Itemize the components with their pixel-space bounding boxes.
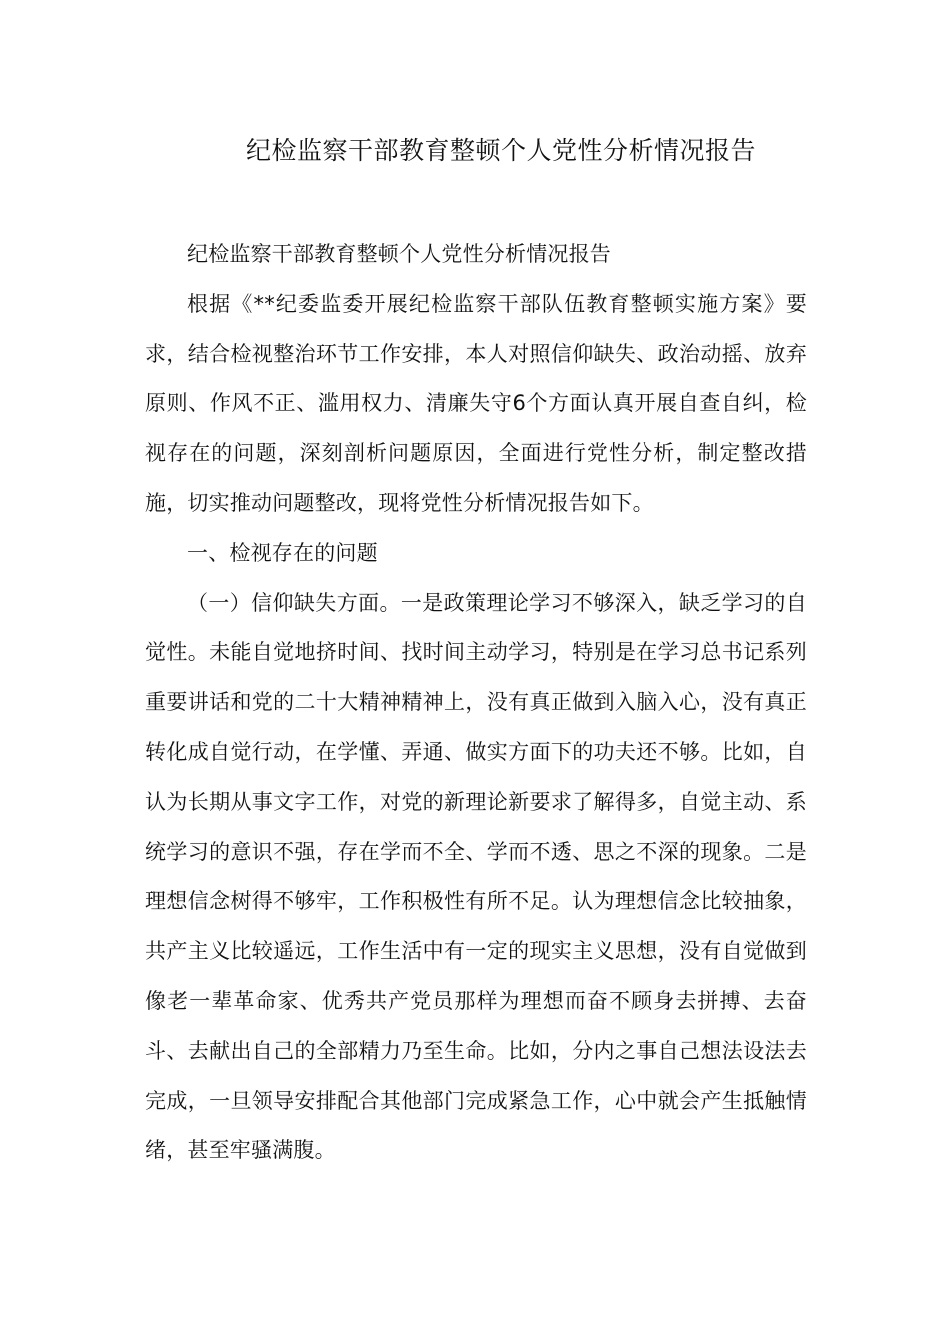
section-heading: 一、检视存在的问题	[187, 540, 378, 565]
document-body	[145, 230, 807, 1176]
subtitle-paragraph: 纪检监察干部教育整顿个人党性分析情况报告	[187, 242, 611, 266]
intro-paragraph: 根据《**纪委监委开展纪检监察干部队伍教育整顿实施方案》要求，结合检视整治环节工作安排，本人对照信仰缺失、政治动摇、放弃原则、作风不正、滥用权力、清廉失守6个方面认真开展自查自纠，检视存在的问题，深刻剖析问题原因，全面进行党性分析，制定整改措施，切实推动问题整改，现将党性分析情况报告如下。	[145, 291, 807, 515]
body-paragraph: （一）信仰缺失方面。一是政策理论学习不够深入，缺乏学习的自觉性。未能自觉地挤时间、找时间主动学习，特别是在学习总书记系列重要讲话和党的二十大精神精神上，没有真正做到入脑入心，没有真正转化成自觉行动，在学懂、弄通、做实方面下的功夫还不够。比如，自认为长期从事文字工作，对党的新理论新要求了解得多，自觉主动、系统学习的意识不强，存在学而不全、学而不透、思之不深的现象。二是理想信念树得不够牢，工作积极性有所不足。认为理想信念比较抽象，共产主义比较遥远，工作生活中有一定的现实主义思想，没有自觉做到像老一辈革命家、优秀共产党员那样为理想而奋不顾身去拼搏、去奋斗、去献出自己的全部精力乃至生命。比如，分内之事自己想法设法去完成，一旦领导安排配合其他部门完成紧急工作，心中就会产生抵触情绪，甚至牢骚满腹。	[145, 590, 807, 1163]
document-title: 纪检监察干部教育整顿个人党性分析情况报告	[245, 136, 756, 165]
